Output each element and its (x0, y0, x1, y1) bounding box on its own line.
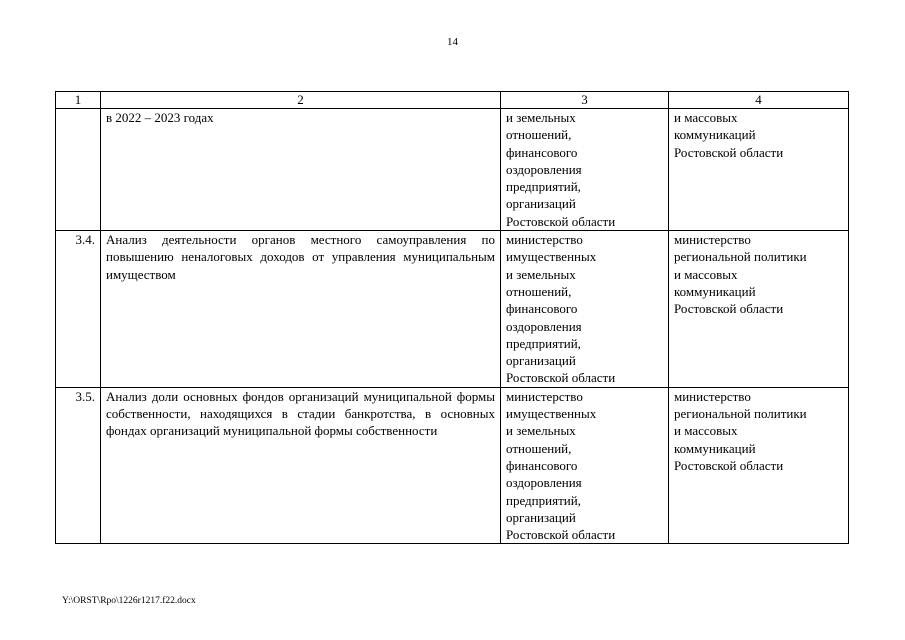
measure-text: Анализ доли основных фондов организаций муниципальной формы собственности, находящихся в стадии банкротства, в основных фондах организаций муниципальной формы собственности (101, 387, 501, 544)
coexecutor-line: коммуникаций (674, 127, 756, 143)
executor-line: министерство (506, 232, 583, 248)
executor-line: финансового (506, 144, 578, 160)
coexecutor-line: коммуникаций (674, 440, 756, 456)
executor-line: отношений, (506, 127, 572, 143)
executor-line: оздоровления (506, 318, 582, 334)
item-number: 3.5. (56, 387, 101, 544)
executor-cell (501, 231, 669, 388)
column-header-3: 3 (501, 92, 669, 109)
executor-line: организаций (506, 353, 576, 369)
column-header-1: 1 (56, 92, 101, 109)
item-number: 3.4. (56, 231, 101, 388)
measure-text: Анализ деятельности органов местного самоуправления по повышению неналоговых доходов от управления муниципальным имуществом (101, 231, 501, 388)
page-number: 14 (447, 36, 458, 48)
executor-line: предприятий, (506, 492, 581, 508)
coexecutor-line: Ростовской области (674, 144, 784, 160)
column-header-4: 4 (669, 92, 849, 109)
executor-line: Ростовской области (506, 527, 616, 543)
coexecutor-line: и массовых (674, 266, 738, 282)
executor-line: министерство (506, 388, 583, 404)
executor-line: финансового (506, 301, 578, 317)
coexecutor-line: министерство (674, 388, 751, 404)
executor-line: оздоровления (506, 161, 582, 177)
executor-line: отношений, (506, 440, 572, 456)
plan-table (55, 91, 849, 544)
table-row (56, 387, 849, 544)
executor-line: имущественных (506, 406, 597, 422)
coexecutor-line: региональной политики (674, 249, 807, 265)
coexecutor-cell (669, 387, 849, 544)
executor-line: организаций (506, 196, 576, 212)
file-path-footer: Y:\ORST\Rpo\1226r1217.f22.docx (62, 596, 196, 606)
column-header-2: 2 (101, 92, 501, 109)
coexecutor-cell (669, 109, 849, 231)
header-row (56, 92, 849, 109)
executor-line: Ростовской области (506, 370, 616, 386)
executor-line: предприятий, (506, 335, 581, 351)
executor-line: организаций (506, 509, 576, 525)
executor-line: оздоровления (506, 475, 582, 491)
executor-cell (501, 109, 669, 231)
coexecutor-line: Ростовской области (674, 457, 784, 473)
executor-line: и земельных (506, 110, 576, 125)
coexecutor-line: и массовых (674, 423, 738, 439)
item-number (56, 109, 101, 231)
measure-text: в 2022 – 2023 годах (101, 109, 501, 231)
executor-line: предприятий, (506, 179, 581, 195)
executor-line: финансового (506, 457, 578, 473)
table-row (56, 109, 849, 231)
executor-cell (501, 387, 669, 544)
coexecutor-line: региональной политики (674, 406, 807, 422)
executor-line: и земельных (506, 266, 576, 282)
coexecutor-line: Ростовской области (674, 301, 784, 317)
coexecutor-line: и массовых (674, 110, 738, 125)
executor-line: и земельных (506, 423, 576, 439)
coexecutor-line: коммуникаций (674, 283, 756, 299)
executor-line: имущественных (506, 249, 597, 265)
executor-line: Ростовской области (506, 213, 616, 229)
table-row (56, 231, 849, 388)
coexecutor-cell (669, 231, 849, 388)
executor-line: отношений, (506, 283, 572, 299)
coexecutor-line: министерство (674, 232, 751, 248)
